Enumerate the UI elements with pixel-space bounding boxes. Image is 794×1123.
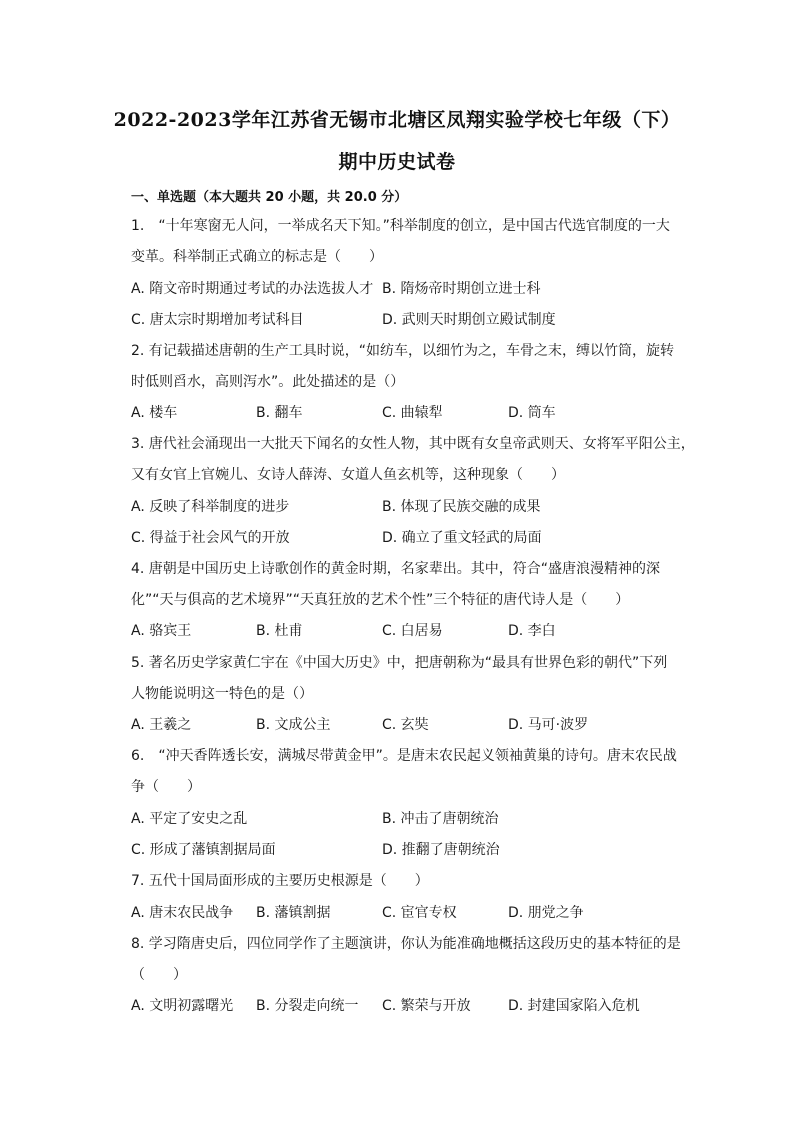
question-4-option-a: A. 骆宾王 (131, 623, 192, 639)
question-7-option-d: D. 朋党之争 (508, 905, 584, 921)
question-2-option-b: B. 翻车 (256, 405, 303, 421)
question-1-line-2: 变革。科举制正式确立的标志是（ ） (131, 249, 383, 265)
question-8-line-1: 8. 学习隋唐史后，四位同学作了主题演讲，你认为能准确地概括这段历史的基本特征的是 (131, 936, 681, 952)
exam-title-line1: 2022-2023学年江苏省无锡市北塘区凤翔实验学校七年级（下） (113, 109, 681, 131)
question-8-option-b: B. 分裂走向统一 (256, 998, 359, 1014)
question-6-line-2: 争（ ） (131, 779, 201, 795)
question-1-option-b: B. 隋炀帝时期创立进士科 (382, 281, 541, 297)
question-1-option-d: D. 武则天时期创立殿试制度 (382, 312, 556, 328)
question-4-line-1: 4. 唐朝是中国历史上诗歌创作的黄金时期，名家辈出。其中，符合“盛唐浪漫精神的深 (131, 561, 661, 577)
question-8-option-a: A. 文明初露曙光 (131, 998, 234, 1014)
question-8-option-c: C. 繁荣与开放 (382, 998, 471, 1014)
question-4-option-b: B. 杜甫 (256, 623, 303, 639)
exam-title-line2: 期中历史试卷 (338, 151, 456, 173)
question-1-option-c: C. 唐太宗时期增加考试科目 (131, 312, 304, 328)
question-6-option-a: A. 平定了安史之乱 (131, 811, 248, 827)
question-4-option-c: C. 白居易 (382, 623, 443, 639)
question-7-option-a: A. 唐末农民战争 (131, 905, 234, 921)
question-1-option-a: A. 隋文帝时期通过考试的办法选拔人才 (131, 281, 374, 297)
question-5-option-b: B. 文成公主 (256, 717, 331, 733)
question-2-line-2: 时低则舀水，高则泻水”。此处描述的是（） (131, 374, 405, 390)
question-5-option-a: A. 王羲之 (131, 717, 192, 733)
question-5-line-1: 5. 著名历史学家黄仁宇在《中国大历史》中，把唐朝称为“最具有世界色彩的朝代”下列 (131, 655, 668, 671)
question-1-line-1: 1. “十年寒窗无人问，一举成名天下知。”科举制度的创立，是中国古代选官制度的一大 (131, 218, 670, 234)
question-7-line-1: 7. 五代十国局面形成的主要历史根源是（ ） (131, 873, 429, 889)
question-7-option-c: C. 宦官专权 (382, 905, 457, 921)
question-7-option-b: B. 藩镇割据 (256, 905, 331, 921)
question-6-option-d: D. 推翻了唐朝统治 (382, 842, 500, 858)
question-2-line-1: 2. 有记载描述唐朝的生产工具时说，“如纺车，以细竹为之，车骨之末，缚以竹筒，旋转 (131, 343, 675, 359)
section-heading: 一、单选题（本大题共 20 小题，共 20.0 分） (131, 190, 408, 205)
question-3-option-a: A. 反映了科举制度的进步 (131, 499, 290, 515)
question-3-option-b: B. 体现了民族交融的成果 (382, 499, 541, 515)
question-6-option-b: B. 冲击了唐朝统治 (382, 811, 499, 827)
question-5-option-d: D. 马可·波罗 (508, 717, 589, 733)
question-5-option-c: C. 玄奘 (382, 717, 429, 733)
question-3-line-1: 3. 唐代社会涌现出一大批天下闻名的女性人物，其中既有女皇帝武则天、女将军平阳公主， (131, 436, 695, 452)
question-2-option-a: A. 楼车 (131, 405, 178, 421)
question-4-option-d: D. 李白 (508, 623, 556, 639)
question-4-line-2: 化”“天与俱高的艺术境界”“天真狂放的艺术个性”三个特征的唐代诗人是（ ） (131, 592, 630, 608)
question-8-option-d: D. 封建国家陷入危机 (508, 998, 640, 1014)
question-3-line-2: 又有女官上官婉儿、女诗人薛涛、女道人鱼玄机等，这种现象（ ） (131, 467, 565, 483)
question-5-line-2: 人物能说明这一特色的是（） (131, 686, 313, 702)
question-6-line-1: 6. “冲天香阵透长安，满城尽带黄金甲”。是唐末农民起义领袖黄巢的诗句。唐末农民战 (131, 748, 677, 764)
question-3-option-d: D. 确立了重文轻武的局面 (382, 530, 542, 546)
question-6-option-c: C. 形成了藩镇割据局面 (131, 842, 276, 858)
question-3-option-c: C. 得益于社会风气的开放 (131, 530, 290, 546)
question-2-option-c: C. 曲辕犁 (382, 405, 443, 421)
question-2-option-d: D. 筒车 (508, 405, 556, 421)
question-8-line-2: （ ） (131, 967, 187, 983)
